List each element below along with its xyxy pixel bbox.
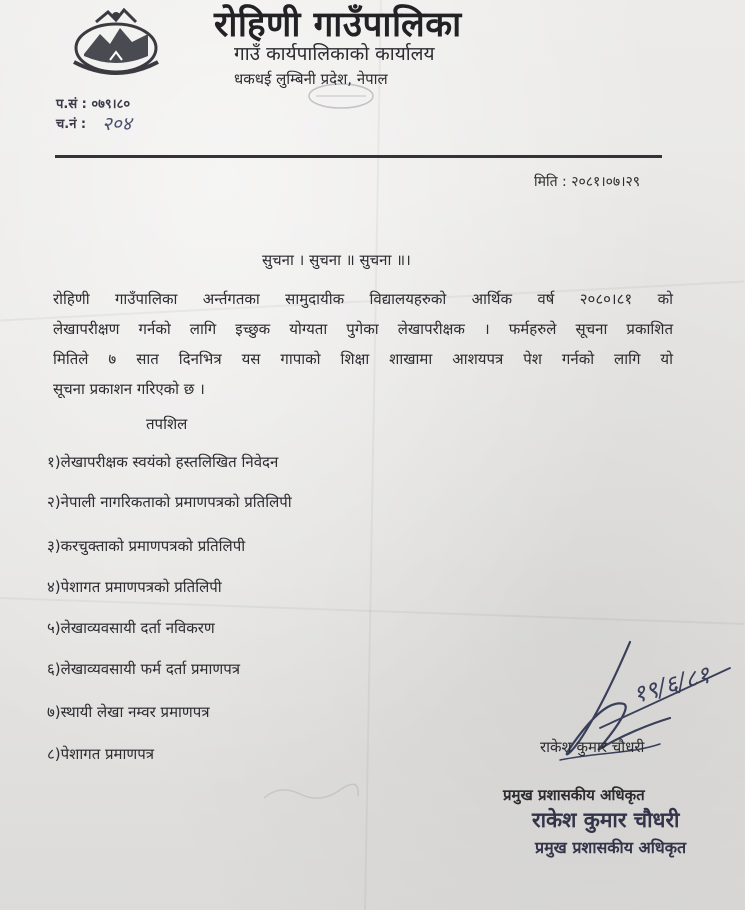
- notice-line: मितिले ७ सात दिनभित्र यस गापाको शिक्षा शाखामा आशयपत्र पेश गर्नको लागि यो: [53, 350, 673, 368]
- schedule-heading: तपशिल: [146, 415, 188, 433]
- notice-line: सूचना प्रकाशन गरिएको छ ।: [53, 380, 205, 398]
- office-name: गाउँ कार्यपालिकाको कार्यालय: [234, 43, 435, 65]
- notice-heading: सुचना । सुचना ॥ सुचना ॥।: [262, 251, 411, 269]
- schedule-item: ७)स्थायी लेखा नम्वर प्रमाणपत्र: [47, 703, 210, 721]
- dispatch-number-handwritten: २०४: [102, 113, 132, 135]
- nepal-emblem-icon: [66, 4, 166, 82]
- schedule-item: २)नेपाली नागरिकताको प्रमाणपत्रको प्रतिलिपी: [47, 493, 292, 511]
- schedule-item: १)लेखापरीक्षक स्वयंको हस्तलिखित निवेदन: [47, 453, 279, 471]
- reference-number: प.सं : ०७९।८०: [56, 97, 131, 112]
- schedule-item: ३)करचुक्ताको प्रमाणपत्रको प्रतिलिपी: [47, 537, 246, 555]
- notice-line: रोहिणी गाउँपालिका अर्न्तगतका सामुदायीक विद्यालयहरुको आर्थिक वर्ष २०८०।८१ को: [53, 290, 673, 308]
- dispatch-number-label: च.नं :: [56, 117, 87, 132]
- schedule-item: ८)पेशागत प्रमाणपत्र: [47, 745, 155, 763]
- signature-date-handwritten: १९/६/८१: [629, 660, 713, 710]
- stamp-title: प्रमुख प्रशासकीय अधिकृत: [535, 838, 687, 857]
- faint-stamp-mark: [306, 82, 376, 110]
- schedule-item: ५)लेखाव्यवसायी दर्ता नविकरण: [47, 619, 215, 637]
- header-divider: [55, 155, 662, 158]
- stamp-name: राकेश कुमार चौधरी: [532, 808, 680, 832]
- office-address: धकधई लुम्बिनी प्रदेश, नेपाल: [234, 70, 388, 88]
- signatory-title: प्रमुख प्रशासकीय अधिकृत: [503, 786, 645, 804]
- schedule-item: ४)पेशागत प्रमाणपत्रको प्रतिलिपी: [47, 578, 222, 596]
- signatory-name: राकेश कुमार चौधरी: [540, 738, 645, 756]
- schedule-item: ६)लेखाव्यवसायी फर्म दर्ता प्रमाणपत्र: [47, 660, 241, 678]
- notice-body: [53, 284, 673, 404]
- municipality-title: रोहिणी गाउँपालिका: [214, 5, 462, 45]
- notice-line: लेखापरीक्षण गर्नको लागि इच्छुक योग्यता पुगेका लेखापरीक्षक । फर्महरुले सूचना प्रकाशित: [53, 320, 673, 338]
- faint-stamp-mark: [260, 780, 360, 806]
- letter-date: मिति : २०८१।०७।२९: [534, 174, 641, 190]
- paper-crease: [364, 0, 382, 910]
